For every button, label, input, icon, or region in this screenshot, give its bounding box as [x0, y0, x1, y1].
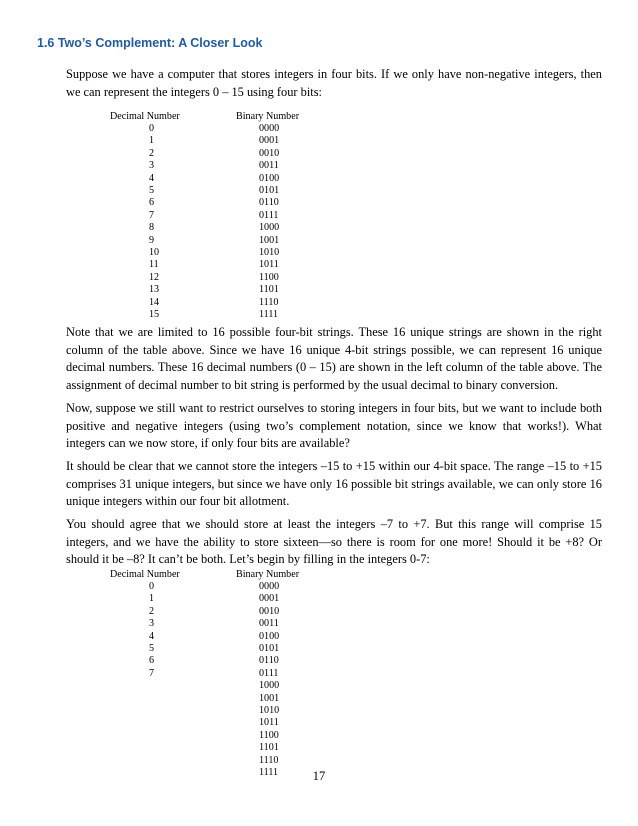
table-row [110, 173, 310, 185]
binary-cell: 0110 [259, 197, 279, 209]
decimal-cell: 2 [149, 605, 155, 617]
header-decimal-number: Decimal Number [110, 111, 180, 122]
binary-cell: 0100 [259, 630, 280, 642]
decimal-cell: 3 [149, 618, 155, 630]
binary-cell: 1010 [259, 247, 280, 259]
table-row [110, 222, 310, 234]
table-row [110, 680, 310, 692]
paragraph-intro: Suppose we have a computer that stores integers in four bits. If we only have non-negative integers, then we can represent the integers 0 – 15 using four bits: [66, 67, 602, 99]
binary-cell: 1111 [259, 767, 279, 779]
decimal-cell: 7 [149, 667, 155, 679]
binary-cell: 0011 [259, 160, 279, 172]
binary-cell: 0010 [259, 605, 280, 617]
table-row [110, 668, 310, 680]
decimal-cell: 1 [149, 593, 155, 605]
decimal-cell: 15 [149, 309, 160, 321]
header-decimal-number: Decimal Number [110, 569, 180, 580]
binary-cell: 0101 [259, 185, 280, 197]
binary-cell: 0001 [259, 135, 280, 147]
table-row [110, 717, 310, 729]
page-number: 17 [312, 769, 326, 783]
binary-cell: 1010 [259, 705, 280, 717]
table-row [110, 148, 310, 160]
binary-cell: 1000 [259, 222, 280, 234]
paragraph-plus-minus-eight: You should agree that we should store at least the integers –7 to +7. But this range will comprise 15 integers, and we have the ability to store sixteen—so there is room for one more! Should it be +8? Or should it be –8? It can’t be both. Let’s begin by filling in the integers 0-7: [66, 517, 602, 567]
decimal-cell: 10 [149, 247, 160, 259]
decimal-cell: 6 [149, 197, 155, 209]
table-row [110, 185, 310, 197]
table-row [110, 755, 310, 767]
table-row [110, 730, 310, 742]
table-row [110, 247, 310, 259]
binary-cell: 1110 [259, 754, 279, 766]
paragraph-limits: Note that we are limited to 16 possible four-bit strings. These 16 unique strings are shown in the right column of the table above. Since we have 16 unique 4-bit strings possible, we can represent 16 unique decimal numbers. These 16 decimal numbers (0 – 15) are shown in the left column of the table above. The assignment of decimal number to bit string is performed by the usual decimal to binary conversion. [66, 325, 602, 392]
binary-cell: 1111 [259, 309, 279, 321]
table-row [110, 742, 310, 754]
table-row [110, 581, 310, 593]
binary-cell: 1001 [259, 234, 280, 246]
decimal-cell: 12 [149, 271, 160, 283]
binary-cell: 0000 [259, 123, 280, 134]
decimal-cell: 6 [149, 655, 155, 667]
table-row [110, 631, 310, 643]
decimal-binary-table-1 [110, 110, 310, 322]
table-row [110, 272, 310, 284]
binary-cell: 1101 [259, 742, 279, 754]
binary-cell: 0111 [259, 209, 279, 221]
binary-cell: 0101 [259, 643, 280, 655]
table-row [110, 606, 310, 618]
decimal-cell: 7 [149, 209, 155, 221]
header-binary-number: Binary Number [236, 111, 300, 122]
decimal-cell: 5 [149, 185, 155, 197]
table-row [110, 618, 310, 630]
table-row [110, 593, 310, 605]
paragraph-range: It should be clear that we cannot store the integers –15 to +15 within our 4-bit space. The range –15 to +15 comprises 31 unique integers, but since we have only 16 possible bit strings available, we can only store 16 unique integers within our four bit allotment. [66, 459, 602, 509]
table-row [110, 210, 310, 222]
binary-cell: 0011 [259, 618, 279, 630]
binary-cell: 0001 [259, 593, 280, 605]
binary-cell: 1110 [259, 296, 279, 308]
decimal-cell: 4 [149, 172, 155, 184]
decimal-cell: 4 [149, 630, 155, 642]
decimal-cell: 2 [149, 147, 155, 159]
decimal-cell: 8 [149, 222, 155, 234]
table-row [110, 693, 310, 705]
binary-cell: 1011 [259, 717, 279, 729]
decimal-cell: 9 [149, 234, 155, 246]
binary-cell: 1100 [259, 729, 279, 741]
table-row [110, 135, 310, 147]
decimal-cell: 11 [149, 259, 159, 271]
binary-cell: 1001 [259, 692, 280, 704]
table-row [110, 235, 310, 247]
decimal-cell: 1 [149, 135, 155, 147]
decimal-cell: 0 [149, 581, 155, 592]
table-row [110, 197, 310, 209]
table-row [110, 297, 310, 309]
section-heading: 1.6 Two’s Complement: A Closer Look [37, 36, 263, 50]
table-header [110, 110, 310, 123]
decimal-binary-table-2 [110, 568, 310, 780]
decimal-cell: 5 [149, 643, 155, 655]
binary-cell: 1000 [259, 680, 280, 692]
binary-cell: 1100 [259, 271, 279, 283]
table-row [110, 284, 310, 296]
table-row [110, 160, 310, 172]
decimal-cell: 14 [149, 296, 160, 308]
table-row [110, 643, 310, 655]
header-binary-number: Binary Number [236, 569, 300, 580]
table-row [110, 705, 310, 717]
binary-cell: 0000 [259, 581, 280, 592]
binary-cell: 0110 [259, 655, 279, 667]
table-header [110, 568, 310, 581]
decimal-cell: 3 [149, 160, 155, 172]
table-row [110, 309, 310, 321]
binary-cell: 0100 [259, 172, 280, 184]
decimal-cell: 0 [149, 123, 155, 134]
binary-cell: 1011 [259, 259, 279, 271]
decimal-cell: 13 [149, 284, 160, 296]
table-row [110, 655, 310, 667]
binary-cell: 0010 [259, 147, 280, 159]
binary-cell: 1101 [259, 284, 279, 296]
binary-cell: 0111 [259, 667, 279, 679]
paragraph-signed: Now, suppose we still want to restrict ourselves to storing integers in four bits, but we want to include both positive and negative integers (using two’s complement notation, since we know that works!). What integers can we now store, if only four bits are available? [66, 401, 602, 451]
table-row [110, 259, 310, 271]
table-row [110, 123, 310, 135]
